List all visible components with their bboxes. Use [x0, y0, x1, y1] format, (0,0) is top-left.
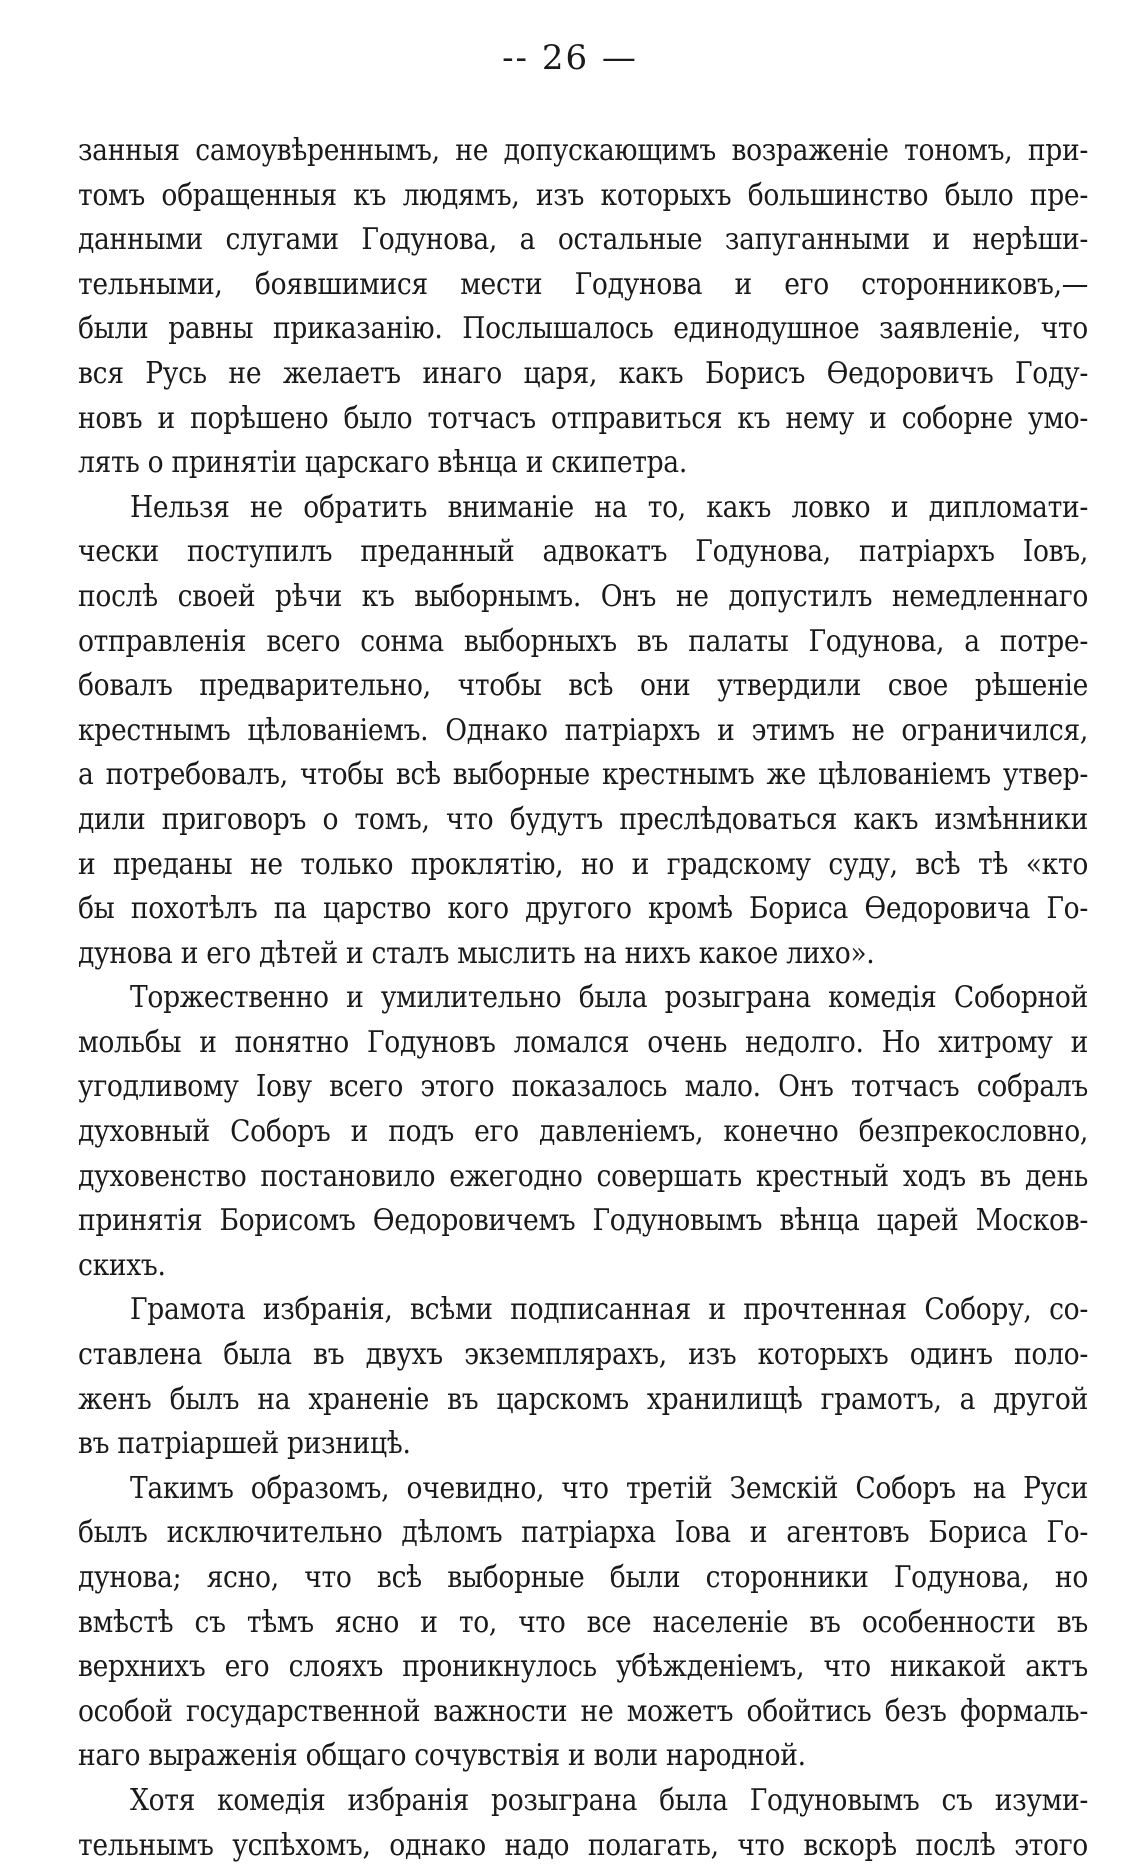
text-line: принятія Борисомъ Ѳедоровичемъ Годуновымъ вѣнца царей Москов-	[78, 1203, 1088, 1238]
text-line: Торжественно и умилительно была розыграна комедія Соборной	[130, 980, 1088, 1015]
text-line: занныя самоувѣреннымъ, не допускающимъ возраженіе тономъ, при-	[78, 133, 1088, 167]
text-line: новъ и порѣшено было тотчасъ отправиться къ нему и соборне умо-	[78, 400, 1088, 435]
text-line: отправленія всего сонма выборныхъ въ палаты Годунова, а потре-	[78, 623, 1088, 658]
text-line: духовный Соборъ и подъ его давленіемъ, конечно безпрекословно,	[78, 1114, 1088, 1149]
text-line: скихъ.	[78, 1247, 166, 1282]
page-number: -- 26 —	[502, 38, 638, 78]
text-line: томъ обращенныя къ людямъ, изъ которыхъ большинство было пре-	[78, 177, 1088, 212]
text-line: угодливому Іову всего этого показалось мало. Онъ тотчасъ собралъ	[78, 1069, 1088, 1104]
text-line: данными слугами Годунова, а остальные запуганными и нерѣши-	[78, 222, 1088, 257]
text-line: дунова; ясно, что всѣ выборные были сторонники Годунова, но	[78, 1560, 1088, 1594]
text-line: крестнымъ цѣлованіемъ. Однако патріархъ и этимъ не ограничился,	[78, 712, 1088, 747]
text-line: чески поступилъ преданный адвокатъ Годунова, патріархъ Іовъ,	[78, 534, 1088, 569]
text-line: въ патріаршей ризницѣ.	[78, 1426, 411, 1461]
text-line: дунова и его дѣтей и сталъ мыслить на нихъ какое лихо».	[78, 935, 875, 970]
text-line: вся Русь не желаетъ инаго царя, какъ Борисъ Ѳедоровичъ Году-	[78, 355, 1088, 390]
text-line: а потребовалъ, чтобы всѣ выборные крестнымъ же цѣлованіемъ утвер-	[78, 757, 1088, 792]
text-line: верхнихъ его слояхъ проникнулось убѣжденіемъ, что никакой актъ	[78, 1649, 1088, 1684]
text-line: дили приговоръ о томъ, что будутъ преслѣдоваться какъ измѣнники	[78, 801, 1088, 836]
text-line: вмѣстѣ съ тѣмъ ясно и то, что все населеніе въ особенности въ	[78, 1604, 1088, 1639]
body-text	[78, 128, 1088, 1867]
text-line: бы похотѣлъ па царство кого другого кромѣ Бориса Ѳедоровича Го-	[78, 891, 1088, 926]
text-line: Такимъ образомъ, очевидно, что третій Земскій Соборъ на Руси	[130, 1470, 1088, 1505]
text-line: ставлена была въ двухъ экземплярахъ, изъ которыхъ одинъ поло-	[78, 1337, 1088, 1372]
text-line: былъ исключительно дѣломъ патріарха Іова и агентовъ Бориса Го-	[78, 1515, 1088, 1550]
text-line: послѣ своей рѣчи къ выборнымъ. Онъ не допустилъ немедленнаго	[78, 578, 1088, 613]
text-line: Нельзя не обратить вниманіе на то, какъ ловко и дипломати-	[130, 489, 1088, 524]
text-line: Хотя комедія избранія розыграна была Годуновымъ съ изуми-	[130, 1782, 1088, 1817]
text-line: мольбы и понятно Годуновъ ломался очень недолго. Но хитрому и	[78, 1024, 1088, 1059]
text-line: лять о принятіи царскаго вѣнца и скипетра.	[78, 445, 687, 480]
text-line: тельными, боявшимися мести Годунова и его сторонниковъ,—	[78, 266, 1088, 301]
text-line: были равны приказанію. Послышалось единодушное заявленіе, что	[78, 311, 1088, 346]
text-line: наго выраженія общаго сочувствія и воли народной.	[78, 1738, 806, 1773]
text-line: бовалъ предварительно, чтобы всѣ они утвердили свое рѣшеніе	[78, 668, 1088, 703]
text-line: тельнымъ успѣхомъ, однако надо полагать, что вскорѣ послѣ этого	[78, 1827, 1088, 1862]
text-line: духовенство постановило ежегодно совершать крестный ходъ въ день	[78, 1158, 1088, 1193]
text-line: женъ былъ на храненіе въ царскомъ хранилищѣ грамотъ, а другой	[78, 1381, 1088, 1416]
text-line: особой государственной важности не можетъ обойтись безъ формаль-	[78, 1693, 1088, 1728]
text-line: Грамота избранія, всѣми подписанная и прочтенная Собору, со-	[130, 1292, 1088, 1327]
text-line: и преданы не только проклятію, но и градскому суду, всѣ тѣ «кто	[78, 846, 1088, 881]
